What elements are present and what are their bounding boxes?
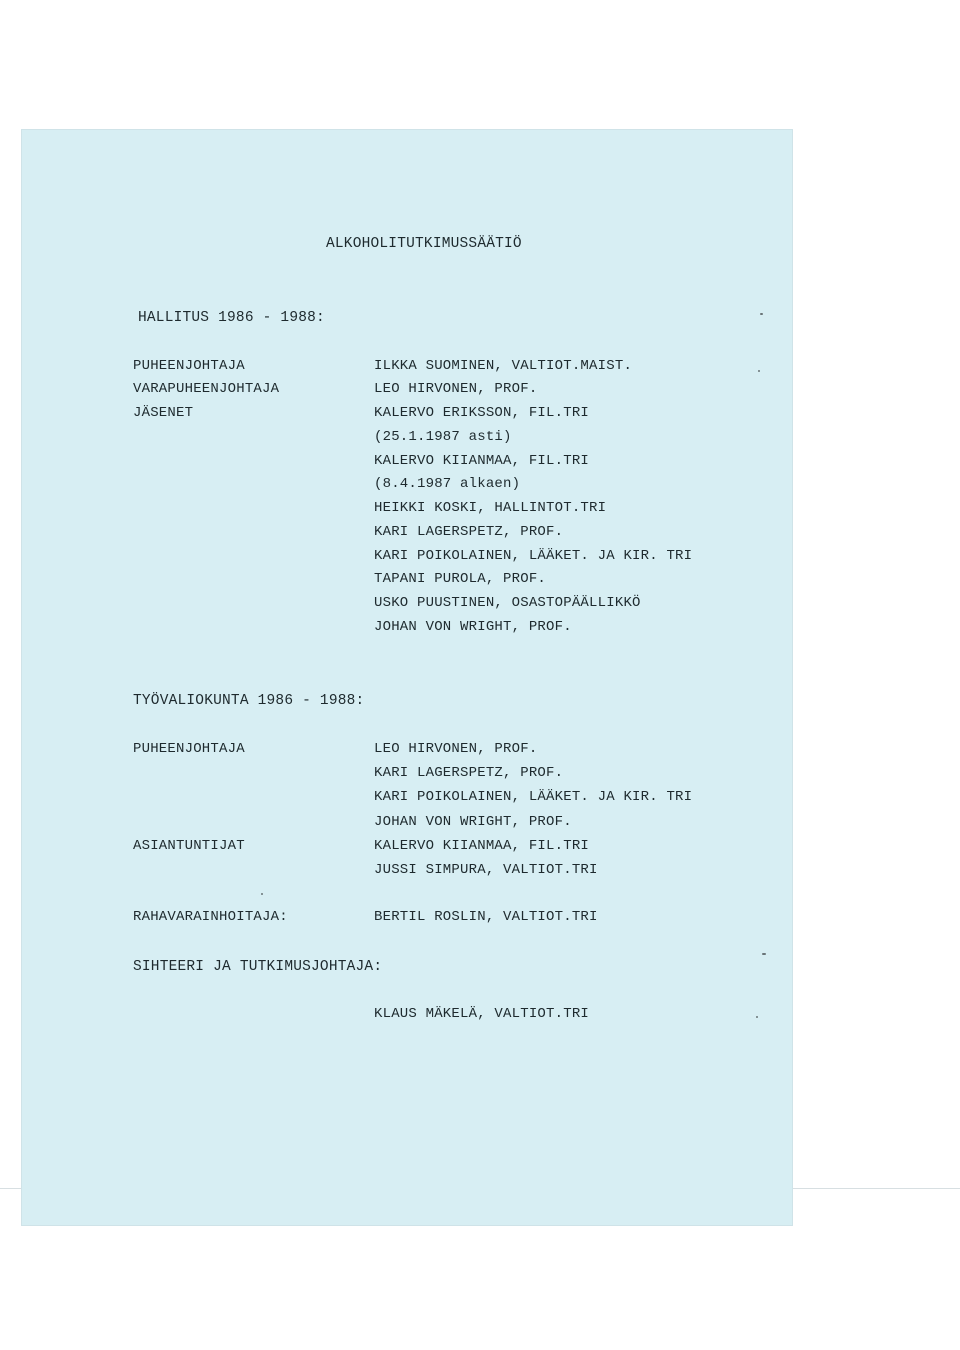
scan-speck	[756, 1016, 758, 1018]
board-member: KARI POIKOLAINEN, LÄÄKET. JA KIR. TRI	[374, 548, 693, 564]
board-role-chair: PUHEENJOHTAJA	[133, 358, 245, 374]
committee-member: KARI LAGERSPETZ, PROF.	[374, 765, 564, 781]
board-role-members: JÄSENET	[133, 405, 194, 421]
document-title: ALKOHOLITUTKIMUSSÄÄTIÖ	[326, 236, 522, 252]
document-page	[22, 130, 792, 1225]
board-member: KARI LAGERSPETZ, PROF.	[374, 524, 564, 540]
secretary-label: SIHTEERI JA TUTKIMUSJOHTAJA:	[133, 959, 383, 975]
committee-member: KARI POIKOLAINEN, LÄÄKET. JA KIR. TRI	[374, 789, 693, 805]
scan-speck	[261, 893, 263, 895]
board-heading: HALLITUS 1986 - 1988:	[138, 310, 325, 326]
committee-role-chair: PUHEENJOHTAJA	[133, 741, 245, 757]
scan-speck	[762, 953, 766, 955]
board-member: HEIKKI KOSKI, HALLINTOT.TRI	[374, 500, 607, 516]
secretary-name: KLAUS MÄKELÄ, VALTIOT.TRI	[374, 1006, 590, 1022]
committee-member: JUSSI SIMPURA, VALTIOT.TRI	[374, 862, 598, 878]
committee-member: KALERVO KIIANMAA, FIL.TRI	[374, 838, 590, 854]
treasurer-name: BERTIL ROSLIN, VALTIOT.TRI	[374, 909, 598, 925]
board-member: KALERVO ERIKSSON, FIL.TRI	[374, 405, 590, 421]
board-member: TAPANI PUROLA, PROF.	[374, 571, 547, 587]
committee-member: JOHAN VON WRIGHT, PROF.	[374, 814, 572, 830]
board-member: KALERVO KIIANMAA, FIL.TRI	[374, 453, 590, 469]
board-member: LEO HIRVONEN, PROF.	[374, 381, 538, 397]
board-member: (25.1.1987 asti)	[374, 429, 512, 445]
board-member: (8.4.1987 alkaen)	[374, 476, 521, 492]
board-role-vice-chair: VARAPUHEENJOHTAJA	[133, 381, 280, 397]
board-member: ILKKA SUOMINEN, VALTIOT.MAIST.	[374, 358, 633, 374]
board-member: USKO PUUSTINEN, OSASTOPÄÄLLIKKÖ	[374, 595, 641, 611]
committee-member: LEO HIRVONEN, PROF.	[374, 741, 538, 757]
board-member: JOHAN VON WRIGHT, PROF.	[374, 619, 572, 635]
committee-role-experts: ASIANTUNTIJAT	[133, 838, 245, 854]
committee-heading: TYÖVALIOKUNTA 1986 - 1988:	[133, 693, 365, 709]
treasurer-label: RAHAVARAINHOITAJA:	[133, 909, 288, 925]
scan-speck	[758, 370, 760, 372]
scan-speck	[760, 313, 763, 315]
